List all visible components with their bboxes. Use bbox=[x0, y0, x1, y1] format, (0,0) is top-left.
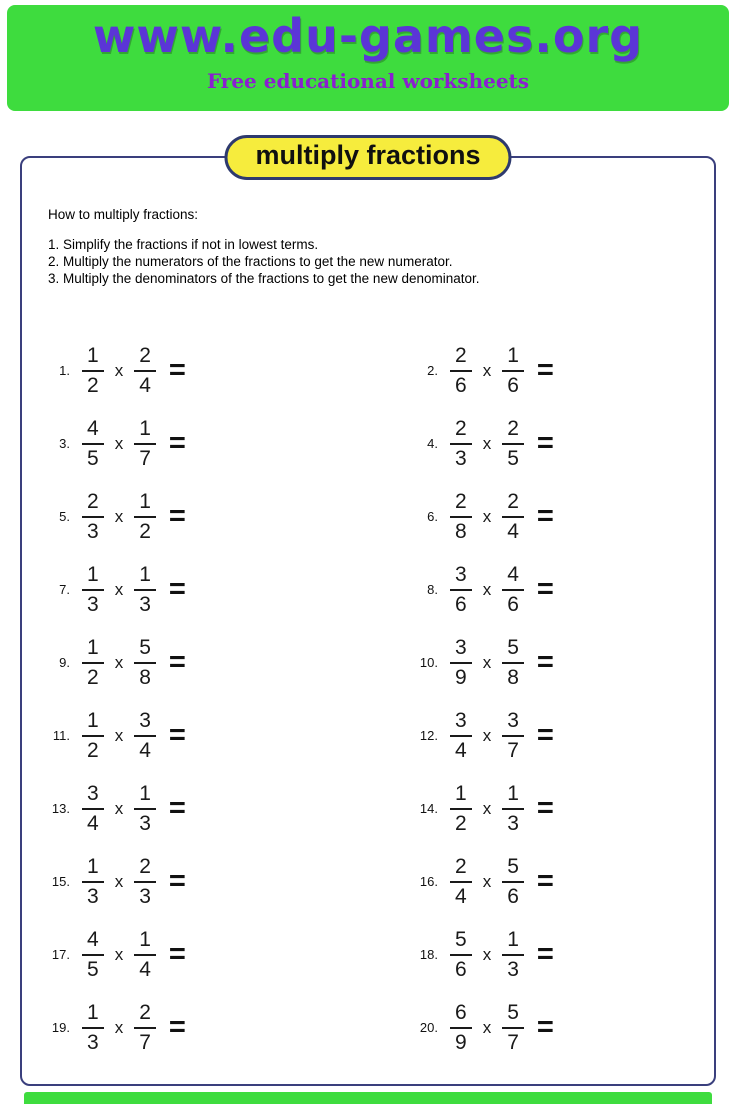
problem-number: 14. bbox=[419, 801, 438, 816]
problem-number: 6. bbox=[427, 509, 438, 524]
numerator: 4 bbox=[82, 417, 104, 445]
problem-number: 13. bbox=[51, 801, 70, 816]
numerator: 5 bbox=[450, 928, 472, 956]
site-tagline: Free educational worksheets bbox=[206, 69, 530, 93]
numerator: 3 bbox=[450, 636, 472, 664]
denominator: 3 bbox=[87, 1030, 99, 1054]
denominator: 3 bbox=[139, 884, 151, 908]
fraction-a bbox=[450, 782, 472, 836]
equals-sign: = bbox=[168, 354, 186, 386]
multiply-operator: x bbox=[482, 1017, 492, 1037]
numerator: 3 bbox=[134, 709, 156, 737]
problem-number: 8. bbox=[427, 582, 438, 597]
denominator: 4 bbox=[507, 519, 519, 543]
fraction-b bbox=[502, 782, 524, 836]
fraction-b bbox=[134, 709, 156, 763]
denominator: 2 bbox=[87, 738, 99, 762]
multiply-operator: x bbox=[482, 579, 492, 599]
multiply-operator: x bbox=[114, 725, 124, 745]
denominator: 3 bbox=[139, 811, 151, 835]
denominator: 2 bbox=[139, 519, 151, 543]
problem-7 bbox=[22, 553, 368, 626]
numerator: 1 bbox=[134, 490, 156, 518]
problem-number: 15. bbox=[51, 874, 70, 889]
fraction-b bbox=[134, 417, 156, 471]
numerator: 1 bbox=[134, 417, 156, 445]
equals-sign: = bbox=[536, 354, 554, 386]
multiply-operator: x bbox=[114, 871, 124, 891]
numerator: 2 bbox=[134, 855, 156, 883]
multiply-operator: x bbox=[114, 506, 124, 526]
problem-20 bbox=[368, 991, 714, 1064]
multiply-operator: x bbox=[114, 798, 124, 818]
denominator: 7 bbox=[507, 1030, 519, 1054]
problem-number: 1. bbox=[59, 363, 70, 378]
numerator: 5 bbox=[502, 1001, 524, 1029]
howto-heading: How to multiply fractions: bbox=[48, 207, 199, 222]
numerator: 6 bbox=[450, 1001, 472, 1029]
equals-sign: = bbox=[536, 646, 554, 678]
numerator: 2 bbox=[450, 417, 472, 445]
equals-sign: = bbox=[168, 865, 186, 897]
worksheet-page bbox=[20, 156, 716, 1086]
problem-17 bbox=[22, 918, 368, 991]
denominator: 3 bbox=[455, 446, 467, 470]
multiply-operator: x bbox=[114, 360, 124, 380]
multiply-operator: x bbox=[114, 433, 124, 453]
denominator: 8 bbox=[455, 519, 467, 543]
fraction-a bbox=[82, 417, 104, 471]
problem-number: 2. bbox=[427, 363, 438, 378]
denominator: 3 bbox=[507, 957, 519, 981]
problem-2 bbox=[368, 334, 714, 407]
fraction-b bbox=[502, 490, 524, 544]
denominator: 8 bbox=[139, 665, 151, 689]
problem-number: 12. bbox=[419, 728, 438, 743]
equals-sign: = bbox=[168, 427, 186, 459]
numerator: 3 bbox=[502, 709, 524, 737]
site-header bbox=[7, 5, 729, 111]
numerator: 2 bbox=[502, 417, 524, 445]
numerator: 2 bbox=[134, 344, 156, 372]
numerator: 5 bbox=[502, 636, 524, 664]
numerator: 1 bbox=[134, 563, 156, 591]
site-title: www.edu-games.org bbox=[92, 9, 644, 63]
problem-10 bbox=[368, 626, 714, 699]
fraction-a bbox=[82, 344, 104, 398]
denominator: 7 bbox=[139, 446, 151, 470]
howto-step-3: 3. Multiply the denominators of the fractions to get the new denominator. bbox=[48, 271, 480, 286]
multiply-operator: x bbox=[482, 944, 492, 964]
equals-sign: = bbox=[536, 719, 554, 751]
numerator: 3 bbox=[82, 782, 104, 810]
fraction-a bbox=[82, 636, 104, 690]
problem-number: 17. bbox=[51, 947, 70, 962]
fraction-a bbox=[450, 928, 472, 982]
numerator: 1 bbox=[502, 344, 524, 372]
denominator: 7 bbox=[139, 1030, 151, 1054]
multiply-operator: x bbox=[482, 871, 492, 891]
numerator: 2 bbox=[82, 490, 104, 518]
fraction-a bbox=[82, 1001, 104, 1055]
fraction-a bbox=[450, 636, 472, 690]
denominator: 4 bbox=[139, 957, 151, 981]
multiply-operator: x bbox=[482, 433, 492, 453]
denominator: 6 bbox=[455, 373, 467, 397]
numerator: 4 bbox=[82, 928, 104, 956]
multiply-operator: x bbox=[114, 652, 124, 672]
numerator: 2 bbox=[450, 855, 472, 883]
equals-sign: = bbox=[168, 1011, 186, 1043]
multiply-operator: x bbox=[482, 725, 492, 745]
multiply-operator: x bbox=[482, 506, 492, 526]
problem-number: 18. bbox=[419, 947, 438, 962]
denominator: 9 bbox=[455, 1030, 467, 1054]
problem-number: 20. bbox=[419, 1020, 438, 1035]
equals-sign: = bbox=[168, 938, 186, 970]
fraction-b bbox=[502, 344, 524, 398]
fraction-a bbox=[82, 709, 104, 763]
multiply-operator: x bbox=[114, 944, 124, 964]
problem-number: 16. bbox=[419, 874, 438, 889]
problem-number: 19. bbox=[51, 1020, 70, 1035]
fraction-b bbox=[502, 928, 524, 982]
equals-sign: = bbox=[536, 573, 554, 605]
numerator: 1 bbox=[502, 782, 524, 810]
problem-18 bbox=[368, 918, 714, 991]
denominator: 3 bbox=[87, 884, 99, 908]
problem-number: 4. bbox=[427, 436, 438, 451]
fraction-b bbox=[134, 490, 156, 544]
fraction-a bbox=[450, 490, 472, 544]
fraction-a bbox=[450, 855, 472, 909]
denominator: 4 bbox=[455, 884, 467, 908]
problem-3 bbox=[22, 407, 368, 480]
fraction-b bbox=[134, 636, 156, 690]
denominator: 3 bbox=[87, 592, 99, 616]
fraction-a bbox=[450, 344, 472, 398]
numerator: 2 bbox=[134, 1001, 156, 1029]
problem-number: 11. bbox=[52, 728, 70, 743]
denominator: 4 bbox=[139, 738, 151, 762]
problem-11 bbox=[22, 699, 368, 772]
fraction-b bbox=[502, 417, 524, 471]
denominator: 6 bbox=[507, 373, 519, 397]
denominator: 2 bbox=[87, 373, 99, 397]
fraction-b bbox=[502, 709, 524, 763]
worksheet-title-badge bbox=[224, 135, 511, 180]
problem-number: 3. bbox=[59, 436, 70, 451]
equals-sign: = bbox=[168, 719, 186, 751]
equals-sign: = bbox=[536, 1011, 554, 1043]
equals-sign: = bbox=[168, 573, 186, 605]
problem-14 bbox=[368, 772, 714, 845]
numerator: 1 bbox=[134, 782, 156, 810]
problem-4 bbox=[368, 407, 714, 480]
problem-number: 7. bbox=[59, 582, 70, 597]
denominator: 7 bbox=[507, 738, 519, 762]
problem-1 bbox=[22, 334, 368, 407]
multiply-operator: x bbox=[482, 652, 492, 672]
fraction-a bbox=[82, 855, 104, 909]
fraction-b bbox=[134, 855, 156, 909]
denominator: 4 bbox=[455, 738, 467, 762]
howto-step-1: 1. Simplify the fractions if not in lowest terms. bbox=[48, 237, 319, 252]
problem-5 bbox=[22, 480, 368, 553]
numerator: 1 bbox=[134, 928, 156, 956]
problem-19 bbox=[22, 991, 368, 1064]
numerator: 1 bbox=[82, 563, 104, 591]
worksheet-title: multiply fractions bbox=[255, 140, 481, 170]
problem-number: 5. bbox=[59, 509, 70, 524]
howto-step-2: 2. Multiply the numerators of the fractions to get the new numerator. bbox=[48, 254, 453, 269]
problem-16 bbox=[368, 845, 714, 918]
fraction-a bbox=[450, 1001, 472, 1055]
denominator: 4 bbox=[87, 811, 99, 835]
problem-6 bbox=[368, 480, 714, 553]
denominator: 8 bbox=[507, 665, 519, 689]
denominator: 5 bbox=[87, 446, 99, 470]
denominator: 3 bbox=[507, 811, 519, 835]
denominator: 2 bbox=[87, 665, 99, 689]
numerator: 1 bbox=[82, 1001, 104, 1029]
problem-12 bbox=[368, 699, 714, 772]
footer-bar bbox=[24, 1092, 712, 1104]
problem-8 bbox=[368, 553, 714, 626]
numerator: 1 bbox=[82, 636, 104, 664]
fraction-a bbox=[82, 782, 104, 836]
problem-13 bbox=[22, 772, 368, 845]
equals-sign: = bbox=[536, 792, 554, 824]
denominator: 5 bbox=[87, 957, 99, 981]
equals-sign: = bbox=[536, 938, 554, 970]
numerator: 1 bbox=[502, 928, 524, 956]
denominator: 2 bbox=[455, 811, 467, 835]
problem-number: 10. bbox=[419, 655, 438, 670]
numerator: 2 bbox=[502, 490, 524, 518]
problem-9 bbox=[22, 626, 368, 699]
numerator: 3 bbox=[450, 563, 472, 591]
numerator: 5 bbox=[134, 636, 156, 664]
denominator: 6 bbox=[455, 592, 467, 616]
equals-sign: = bbox=[536, 427, 554, 459]
denominator: 9 bbox=[455, 665, 467, 689]
numerator: 1 bbox=[82, 709, 104, 737]
equals-sign: = bbox=[168, 646, 186, 678]
problem-number: 9. bbox=[59, 655, 70, 670]
denominator: 6 bbox=[455, 957, 467, 981]
numerator: 1 bbox=[82, 344, 104, 372]
fraction-b bbox=[502, 563, 524, 617]
problem-15 bbox=[22, 845, 368, 918]
multiply-operator: x bbox=[482, 798, 492, 818]
fraction-b bbox=[502, 1001, 524, 1055]
fraction-b bbox=[134, 928, 156, 982]
numerator: 1 bbox=[450, 782, 472, 810]
instructions-block bbox=[48, 207, 714, 287]
equals-sign: = bbox=[168, 500, 186, 532]
numerator: 4 bbox=[502, 563, 524, 591]
multiply-operator: x bbox=[114, 1017, 124, 1037]
multiply-operator: x bbox=[482, 360, 492, 380]
fraction-a bbox=[82, 490, 104, 544]
fraction-b bbox=[134, 1001, 156, 1055]
fraction-b bbox=[502, 855, 524, 909]
fraction-b bbox=[134, 563, 156, 617]
denominator: 6 bbox=[507, 592, 519, 616]
fraction-b bbox=[502, 636, 524, 690]
denominator: 6 bbox=[507, 884, 519, 908]
fraction-a bbox=[450, 563, 472, 617]
fraction-a bbox=[450, 709, 472, 763]
denominator: 3 bbox=[139, 592, 151, 616]
equals-sign: = bbox=[536, 865, 554, 897]
equals-sign: = bbox=[536, 500, 554, 532]
multiply-operator: x bbox=[114, 579, 124, 599]
equals-sign: = bbox=[168, 792, 186, 824]
numerator: 1 bbox=[82, 855, 104, 883]
fraction-a bbox=[450, 417, 472, 471]
fraction-a bbox=[82, 563, 104, 617]
numerator: 2 bbox=[450, 344, 472, 372]
denominator: 4 bbox=[139, 373, 151, 397]
numerator: 2 bbox=[450, 490, 472, 518]
fraction-a bbox=[82, 928, 104, 982]
fraction-b bbox=[134, 782, 156, 836]
numerator: 5 bbox=[502, 855, 524, 883]
problems-grid bbox=[22, 334, 714, 1064]
denominator: 3 bbox=[87, 519, 99, 543]
numerator: 3 bbox=[450, 709, 472, 737]
fraction-b bbox=[134, 344, 156, 398]
denominator: 5 bbox=[507, 446, 519, 470]
